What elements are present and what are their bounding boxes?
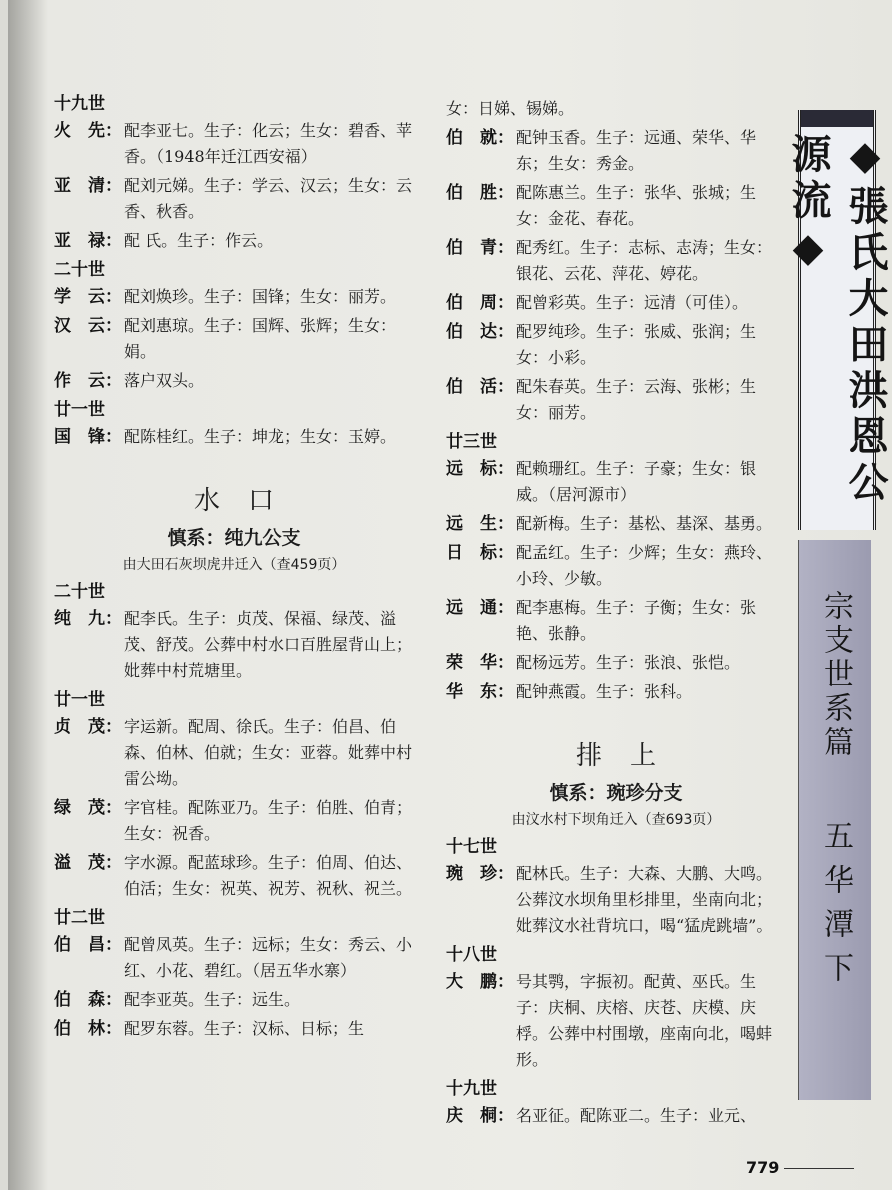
person-name: 琬 珍： bbox=[446, 864, 514, 884]
entry-text: 配李惠梅。生子：子衡；生女：张艳、张静。 bbox=[516, 598, 757, 643]
person-name: 学 云： bbox=[54, 287, 122, 307]
genealogy-entry bbox=[446, 96, 786, 122]
person-name: 伯 活： bbox=[446, 377, 514, 397]
genealogy-entry bbox=[446, 679, 786, 705]
place-heading: 排上 bbox=[575, 741, 684, 771]
entry-text: 配杨远芳。生子：张浪、张恺。 bbox=[516, 653, 741, 672]
generation-heading: 二十世 bbox=[54, 260, 105, 280]
entry-text: 配李亚七。生子：化云；生女：碧香、苹香。（1948年迁江西安福） bbox=[124, 121, 413, 166]
genealogy-entry bbox=[446, 374, 786, 426]
person-name: 荣 华： bbox=[446, 653, 514, 673]
book-page bbox=[8, 0, 892, 1190]
genealogy-entry bbox=[54, 424, 414, 450]
person-name: 伯 昌： bbox=[54, 935, 122, 955]
generation-heading: 廿二世 bbox=[54, 908, 105, 928]
entry-text: 字运新。配周、徐氏。生子：伯昌、伯森、伯林、伯就；生女：亚蓉。妣葬中村雷公坳。 bbox=[124, 717, 413, 788]
person-name: 纯 九： bbox=[54, 609, 122, 629]
entry-text: 字水源。配蓝球珍。生子：伯周、伯达、伯活；生女：祝英、祝芳、祝秋、祝兰。 bbox=[124, 853, 413, 898]
entry-text: 配钟燕霞。生子：张科。 bbox=[516, 682, 693, 701]
person-name: 伯 青： bbox=[446, 238, 514, 258]
generation-heading: 廿一世 bbox=[54, 400, 105, 420]
person-name: 伯 达： bbox=[446, 322, 514, 342]
genealogy-entry bbox=[54, 606, 414, 684]
entry-text: 号其鹗，字振初。配黄、巫氏。生子：庆桐、庆榕、庆苍、庆模、庆桴。公葬中村围墩，座南向北，喝蚌形。 bbox=[516, 972, 773, 1069]
entry-text: 配 氏。生子：作云。 bbox=[124, 231, 274, 250]
person-name: 溢 茂： bbox=[54, 853, 122, 873]
entry-text: 配刘元娣。生子：学云、汉云；生女：云香、秋香。 bbox=[124, 176, 413, 221]
entry-text: 配林氏。生子：大森、大鹏、大鸣。公葬汶水坝角里杉排里，坐南向北；妣葬汶水社背坑口，喝“猛虎跳墙”。 bbox=[516, 864, 773, 935]
genealogy-entry bbox=[446, 1103, 786, 1129]
entry-text: 配秀红。生子：志标、志涛；生女：银花、云花、萍花、婷花。 bbox=[516, 238, 773, 283]
genealogy-entry bbox=[54, 368, 414, 394]
person-name: 绿 茂： bbox=[54, 798, 122, 818]
genealogy-entry bbox=[446, 595, 786, 647]
genealogy-entry bbox=[54, 987, 414, 1013]
genealogy-entry bbox=[446, 650, 786, 676]
page-number-rule bbox=[784, 1168, 854, 1169]
person-name: 远 标： bbox=[446, 459, 514, 479]
entry-text: 配曾彩英。生子：远清（可佳）。 bbox=[516, 293, 749, 312]
place-heading: 水口 bbox=[193, 486, 302, 516]
generation-heading: 十九世 bbox=[446, 1079, 497, 1099]
district-name: 五华潭下 bbox=[818, 820, 853, 996]
person-name: 火 先： bbox=[54, 121, 122, 141]
person-name: 亚 清： bbox=[54, 176, 122, 196]
page-number: 779 bbox=[746, 1158, 780, 1177]
section-name: 宗支世系篇 bbox=[818, 590, 853, 760]
genealogy-entry bbox=[54, 850, 414, 902]
entry-text: 配新梅。生子：基松、基深、基勇。 bbox=[516, 514, 773, 533]
branch-heading: 慎系：琬珍分支 bbox=[549, 782, 683, 804]
person-name: 伯 就： bbox=[446, 128, 514, 148]
sidebar-band-top bbox=[801, 110, 873, 127]
left-column bbox=[54, 88, 414, 1045]
generation-heading: 廿一世 bbox=[54, 690, 105, 710]
generation-heading: 十八世 bbox=[446, 945, 497, 965]
origin-note: 由汶水村下坝角迁入（查693页） bbox=[511, 812, 721, 828]
generation-heading: 廿三世 bbox=[446, 432, 497, 452]
middle-column bbox=[446, 96, 786, 1132]
entry-text: 名亚征。配陈亚二。生子：业元、 bbox=[516, 1106, 757, 1125]
sidebar-section-panel bbox=[798, 540, 871, 1100]
genealogy-entry bbox=[54, 795, 414, 847]
person-name: 汉 云： bbox=[54, 316, 122, 336]
origin-note: 由大田石灰坝虎井迁入（查459页） bbox=[122, 557, 346, 573]
person-name: 远 生： bbox=[446, 514, 514, 534]
person-name: 伯 森： bbox=[54, 990, 122, 1010]
person-name: 作 云： bbox=[54, 371, 122, 391]
person-name: 伯 胜： bbox=[446, 183, 514, 203]
entry-text: 落户双头。 bbox=[124, 371, 205, 390]
generation-heading: 十七世 bbox=[446, 837, 497, 857]
person-name: 伯 周： bbox=[446, 293, 514, 313]
person-name: 华 东： bbox=[446, 682, 514, 702]
entry-text: 配刘惠琼。生子：国辉、张辉；生女：娟。 bbox=[124, 316, 397, 361]
entry-text: 配赖珊红。生子：子豪；生女：银威。（居河源市） bbox=[516, 459, 757, 504]
entry-text: 配曾凤英。生子：远标；生女：秀云、小红、小花、碧红。（居五华水寨） bbox=[124, 935, 413, 980]
person-name: 贞 茂： bbox=[54, 717, 122, 737]
person-name: 伯 林： bbox=[54, 1019, 122, 1039]
genealogy-entry bbox=[446, 125, 786, 177]
genealogy-entry bbox=[54, 284, 414, 310]
genealogy-entry bbox=[446, 540, 786, 592]
genealogy-entry bbox=[54, 932, 414, 984]
book-title: ◆張氏大田洪恩公源流◆ bbox=[785, 132, 888, 507]
genealogy-entry bbox=[54, 173, 414, 225]
person-name: 远 通： bbox=[446, 598, 514, 618]
generation-heading: 十九世 bbox=[54, 94, 105, 114]
entry-text: 配李氏。生子：贞茂、保福、绿茂、溢茂、舒茂。公葬中村水口百胜屋背山上；妣葬中村荒塘里。 bbox=[124, 609, 413, 680]
entry-text: 配陈惠兰。生子：张华、张城；生女：金花、春花。 bbox=[516, 183, 757, 228]
genealogy-entry bbox=[54, 714, 414, 792]
person-name: 日 标： bbox=[446, 543, 514, 563]
genealogy-entry bbox=[54, 228, 414, 254]
genealogy-entry bbox=[54, 313, 414, 365]
person-name: 亚 禄： bbox=[54, 231, 122, 251]
entry-text: 配李亚英。生子：远生。 bbox=[124, 990, 301, 1009]
genealogy-entry bbox=[446, 969, 786, 1073]
generation-heading: 二十世 bbox=[54, 582, 105, 602]
genealogy-entry bbox=[54, 1016, 414, 1042]
entry-text: 女：日娣、锡娣。 bbox=[446, 99, 575, 118]
genealogy-entry bbox=[446, 180, 786, 232]
genealogy-entry bbox=[446, 319, 786, 371]
sidebar-book-title bbox=[785, 110, 888, 530]
genealogy-entry bbox=[446, 456, 786, 508]
genealogy-entry bbox=[446, 511, 786, 537]
genealogy-entry bbox=[446, 861, 786, 939]
person-name: 国 锋： bbox=[54, 427, 122, 447]
page-gutter-shadow bbox=[8, 0, 48, 1190]
entry-text: 配刘焕珍。生子：国锋；生女：丽芳。 bbox=[124, 287, 397, 306]
entry-text: 配罗纯珍。生子：张威、张润；生女：小彩。 bbox=[516, 322, 757, 367]
entry-text: 配陈桂红。生子：坤龙；生女：玉婷。 bbox=[124, 427, 397, 446]
person-name: 大 鹏： bbox=[446, 972, 514, 992]
branch-heading: 慎系：纯九公支 bbox=[167, 527, 301, 549]
genealogy-entry bbox=[54, 118, 414, 170]
entry-text: 字官桂。配陈亚乃。生子：伯胜、伯青；生女：祝香。 bbox=[124, 798, 413, 843]
entry-text: 配朱春英。生子：云海、张彬；生女：丽芳。 bbox=[516, 377, 757, 422]
genealogy-entry bbox=[446, 290, 786, 316]
genealogy-entry bbox=[446, 235, 786, 287]
person-name: 庆 桐： bbox=[446, 1106, 514, 1126]
entry-text: 配钟玉香。生子：远通、荣华、华东；生女：秀金。 bbox=[516, 128, 757, 173]
entry-text: 配孟红。生子：少辉；生女：燕玲、小玲、少敏。 bbox=[516, 543, 773, 588]
entry-text: 配罗东蓉。生子：汉标、日标；生 bbox=[124, 1019, 365, 1038]
